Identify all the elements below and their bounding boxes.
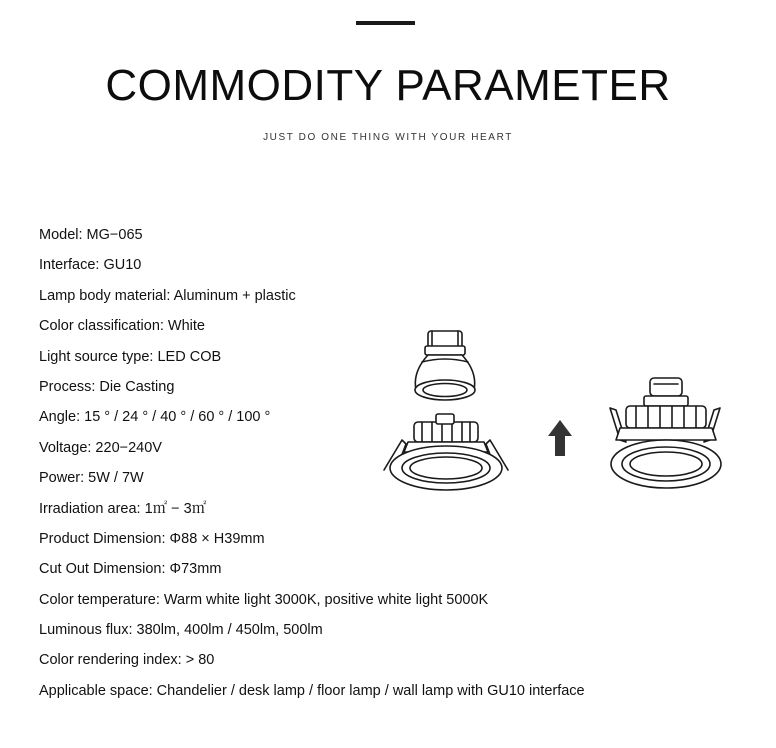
param-angle: Angle: 15 ° / 24 ° / 40 ° / 60 ° / 100 °	[39, 409, 271, 426]
param-light-source: Light source type: LED COB	[39, 348, 222, 365]
param-power: Power: 5W / 7W	[39, 470, 144, 487]
gu10-bulb-icon	[415, 331, 475, 400]
param-cri: Color rendering index: > 80	[39, 652, 215, 669]
assembled-downlight-icon	[610, 378, 721, 488]
param-material: Lamp body material: Aluminum + plastic	[39, 287, 296, 304]
param-color: Color classification: White	[39, 318, 205, 335]
param-model: Model: MG−065	[39, 227, 143, 243]
downlight-housing-icon	[384, 414, 508, 490]
arrow-up-icon	[548, 420, 572, 456]
product-illustration	[380, 318, 730, 503]
param-process: Process: Die Casting	[39, 378, 175, 395]
param-interface: Interface: GU10	[39, 257, 142, 274]
header-accent-bar	[356, 21, 415, 25]
page-title: COMMODITY PARAMETER	[105, 61, 671, 110]
param-color-temperature: Color temperature: Warm white light 3000K, positive white light 5000K	[39, 591, 489, 608]
param-luminous-flux: Luminous flux: 380lm, 400lm / 450lm, 500lm	[39, 622, 323, 639]
page-subtitle: JUST DO ONE THING WITH YOUR HEART	[263, 132, 513, 143]
param-voltage: Voltage: 220−240V	[39, 439, 162, 456]
param-cutout-dimension: Cut Out Dimension: Φ73mm	[39, 561, 222, 578]
param-applicable-space: Applicable space: Chandelier / desk lamp / floor lamp / wall lamp with GU10 interface	[39, 682, 585, 699]
param-irradiation-area: Irradiation area: 1㎡ − 3㎡	[39, 500, 207, 517]
param-product-dimension: Product Dimension: Φ88 × H39mm	[39, 530, 265, 547]
